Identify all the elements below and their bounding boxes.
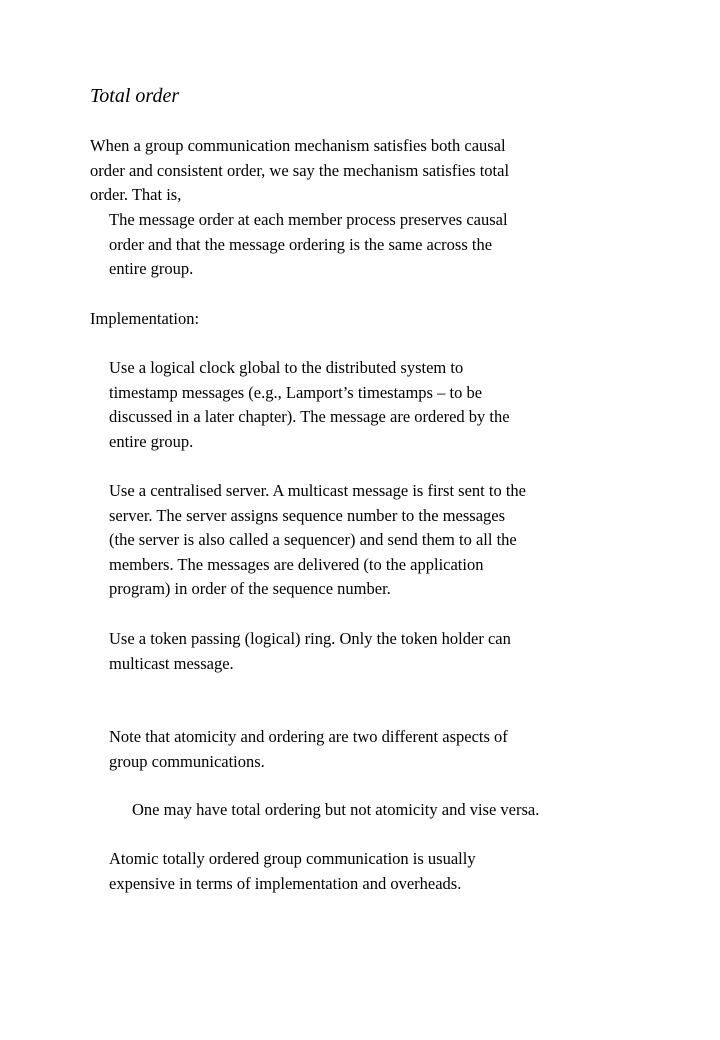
text-line: server. The server assigns sequence number to the messages: [109, 505, 506, 525]
text-line: The message order at each member process preserves causal: [109, 210, 508, 229]
atomic-paragraph: [109, 847, 476, 896]
text-line: members. The messages are delivered (to the application: [109, 554, 484, 574]
implementation-item-logical-clock: [109, 356, 510, 454]
text-line: Use a centralised server. A multicast message is first sent to the: [109, 481, 526, 500]
text-line: order and consistent order, we say the mechanism satisfies total: [90, 160, 510, 180]
implementation-label: Implementation:: [90, 309, 200, 328]
text-line: group communications.: [109, 751, 265, 771]
implementation-item-centralised-server: [109, 479, 526, 602]
text-line: order. That is,: [90, 185, 182, 204]
text-line: multicast message.: [109, 653, 234, 673]
implementation-item-token-ring: [109, 627, 511, 676]
intro-paragraph: [90, 134, 509, 208]
definition-paragraph: [109, 208, 508, 282]
text-line: program) in order of the sequence number.: [109, 579, 391, 598]
text-line: expensive in terms of implementation and overheads.: [109, 873, 462, 893]
text-line: (the server is also called a sequencer) and send them to all the: [109, 530, 517, 549]
text-line: entire group.: [109, 259, 194, 278]
text-line: Note that atomicity and ordering are two different aspects of: [109, 727, 508, 746]
text-line: One may have total ordering but not atomicity and vise versa.: [132, 800, 540, 819]
section-heading: Total order: [90, 85, 180, 107]
text-line: When a group communication mechanism satisfies both causal: [90, 136, 506, 155]
text-line: Use a token passing (logical) ring. Only the token holder can: [109, 629, 511, 648]
text-line: timestamp messages (e.g., Lamport’s timestamps – to be: [109, 382, 483, 402]
text-line: discussed in a later chapter). The message are ordered by the: [109, 407, 510, 426]
text-line: entire group.: [109, 431, 194, 451]
note-sub-paragraph: [132, 798, 539, 823]
text-line: order and that the message ordering is the same across the: [109, 234, 493, 254]
text-line: Atomic totally ordered group communication is usually: [109, 849, 476, 868]
text-line: Use a logical clock global to the distributed system to: [109, 358, 464, 377]
note-paragraph: [109, 725, 508, 774]
